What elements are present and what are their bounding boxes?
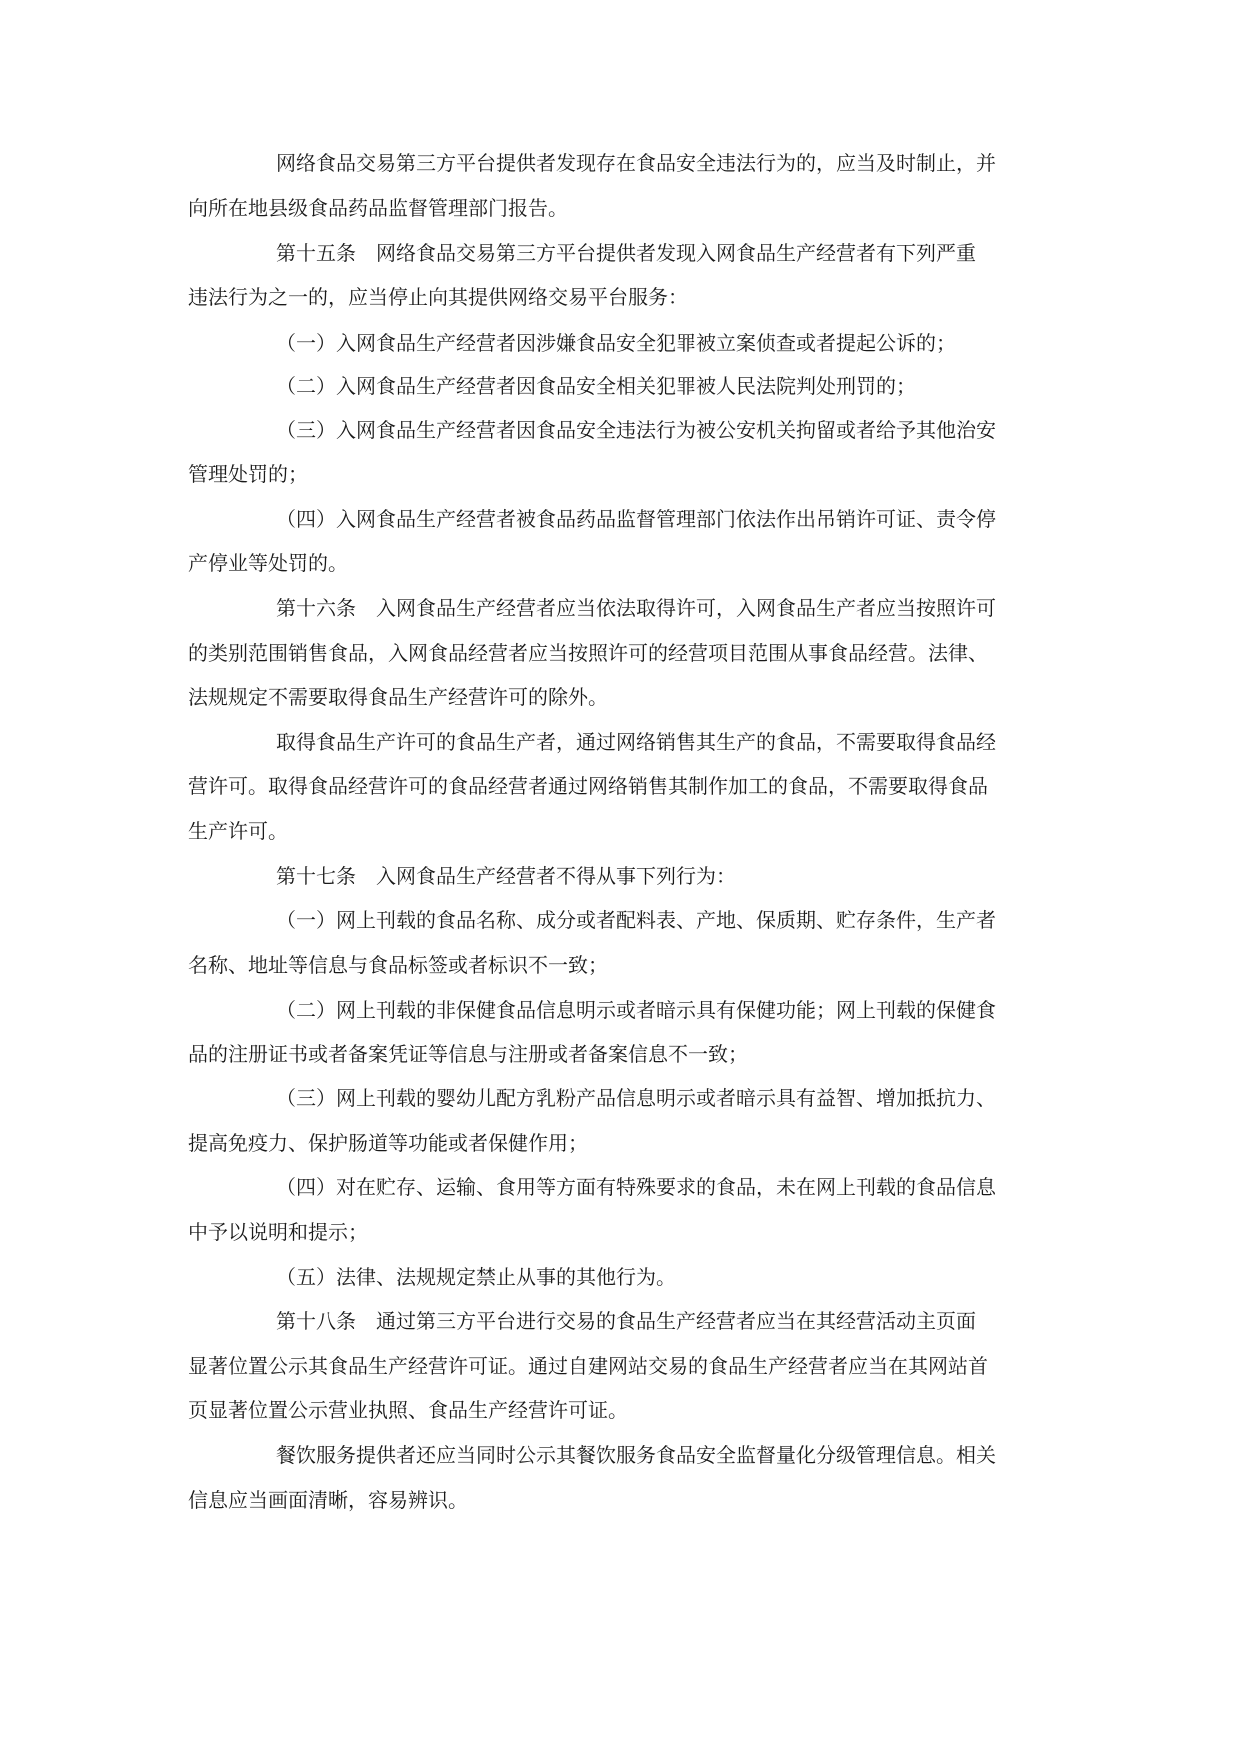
text-line: 品的注册证书或者备案凭证等信息与注册或者备案信息不一致； bbox=[188, 1042, 748, 1066]
text-line: 的类别范围销售食品，入网食品经营者应当按照许可的经营项目范围从事食品经营。法律、 bbox=[188, 641, 988, 665]
list-item-line: （一）网上刊载的食品名称、成分或者配料表、产地、保质期、贮存条件，生产者 bbox=[276, 908, 996, 932]
text-line: 名称、地址等信息与食品标签或者标识不一致； bbox=[188, 953, 608, 977]
list-item-line: （二）网上刊载的非保健食品信息明示或者暗示具有保健功能；网上刊载的保健食 bbox=[276, 998, 996, 1022]
article-heading-line: 第十五条 网络食品交易第三方平台提供者发现入网食品生产经营者有下列严重 bbox=[276, 241, 976, 265]
list-item-line: （三）入网食品生产经营者因食品安全违法行为被公安机关拘留或者给予其他治安 bbox=[276, 418, 996, 442]
text-line: 产停业等处罚的。 bbox=[188, 551, 348, 575]
text-line: 违法行为之一的，应当停止向其提供网络交易平台服务： bbox=[188, 285, 688, 309]
text-line: 页显著位置公示营业执照、食品生产经营许可证。 bbox=[188, 1398, 628, 1422]
text-line: 网络食品交易第三方平台提供者发现存在食品安全违法行为的，应当及时制止，并 bbox=[276, 151, 996, 175]
text-line: 管理处罚的； bbox=[188, 462, 308, 486]
text-line: 信息应当画面清晰，容易辨识。 bbox=[188, 1488, 468, 1512]
article-heading-line: 第十六条 入网食品生产经营者应当依法取得许可，入网食品生产者应当按照许可 bbox=[276, 596, 996, 620]
text-line: 中予以说明和提示； bbox=[188, 1220, 368, 1244]
text-line: 提高免疫力、保护肠道等功能或者保健作用； bbox=[188, 1131, 588, 1155]
list-item-line: （一）入网食品生产经营者因涉嫌食品安全犯罪被立案侦查或者提起公诉的； bbox=[276, 331, 956, 355]
text-line: 营许可。取得食品经营许可的食品经营者通过网络销售其制作加工的食品，不需要取得食品 bbox=[188, 774, 988, 798]
text-line: 向所在地县级食品药品监督管理部门报告。 bbox=[188, 196, 568, 220]
list-item-line: （四）对在贮存、运输、食用等方面有特殊要求的食品，未在网上刊载的食品信息 bbox=[276, 1175, 996, 1199]
text-line: 法规规定不需要取得食品生产经营许可的除外。 bbox=[188, 685, 608, 709]
article-heading-line: 第十八条 通过第三方平台进行交易的食品生产经营者应当在其经营活动主页面 bbox=[276, 1309, 976, 1333]
text-line: 取得食品生产许可的食品生产者，通过网络销售其生产的食品，不需要取得食品经 bbox=[276, 730, 996, 754]
article-heading-line: 第十七条 入网食品生产经营者不得从事下列行为： bbox=[276, 864, 736, 888]
text-line: 餐饮服务提供者还应当同时公示其餐饮服务食品安全监督量化分级管理信息。相关 bbox=[276, 1443, 996, 1467]
text-line: 生产许可。 bbox=[188, 819, 288, 843]
text-line: 显著位置公示其食品生产经营许可证。通过自建网站交易的食品生产经营者应当在其网站首 bbox=[188, 1354, 988, 1378]
list-item-line: （三）网上刊载的婴幼儿配方乳粉产品信息明示或者暗示具有益智、增加抵抗力、 bbox=[276, 1086, 996, 1110]
list-item-line: （五）法律、法规规定禁止从事的其他行为。 bbox=[276, 1265, 676, 1289]
list-item-line: （四）入网食品生产经营者被食品药品监督管理部门依法作出吊销许可证、责令停 bbox=[276, 507, 996, 531]
list-item-line: （二）入网食品生产经营者因食品安全相关犯罪被人民法院判处刑罚的； bbox=[276, 374, 916, 398]
